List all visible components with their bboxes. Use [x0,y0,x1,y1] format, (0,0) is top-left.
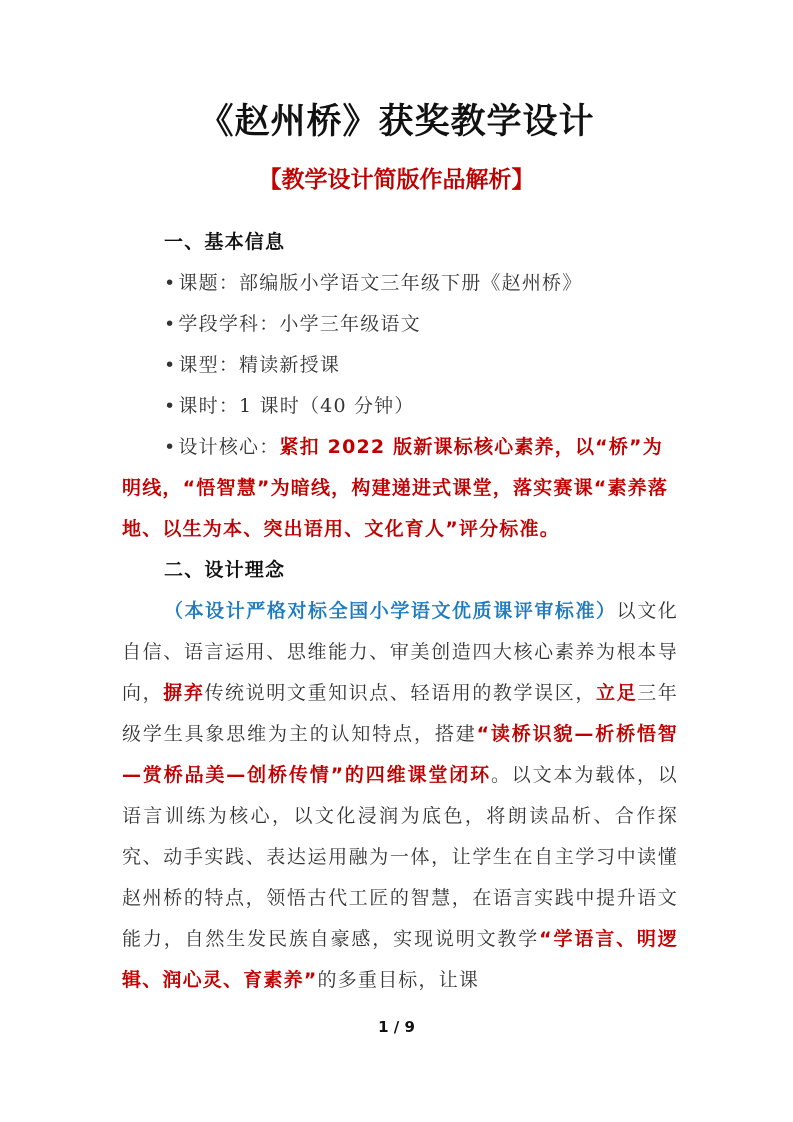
paragraph-text: 以文化自信、语言运用、思维能力、审美创造四大核心素养为根本导向， [122,600,678,704]
design-concept-paragraph [122,591,678,1001]
info-item-text: 课型：精读新授课 [178,354,341,376]
info-item-lesson-type [122,345,678,386]
document-title: 《赵州桥》获奖教学设计 [198,102,595,142]
bullet-icon: • [164,272,177,294]
emphasis-base: 立足 [595,682,638,704]
bullet-icon: • [164,436,177,458]
emphasis-four-dimension-loop: “读桥识貌—析桥悟智—赏桥品美—创桥传情”的四维课堂闭环 [122,723,678,786]
bullet-icon: • [164,395,177,417]
section-heading-design-concept: 二、设计理念 [164,559,286,581]
emphasis-goals: “学语言、明逻辑、润心灵、育素养” [122,928,678,991]
info-item-text: 课题：部编版小学语文三年级下册《赵州桥》 [178,272,583,294]
document-subtitle: 【教学设计简版作品解析】 [258,167,535,193]
paragraph-text: 三年级学生具象思维为主的认知特点，搭建 [122,682,678,745]
info-item-duration [122,386,678,427]
standard-note: （本设计严格对标全国小学语文优质课评审标准） [164,600,617,622]
section-heading-basic-info: 一、基本信息 [164,231,286,253]
info-item-topic [122,263,678,304]
design-core-label: 设计核心： [178,436,280,458]
document-body [122,222,678,1001]
design-core-text: 紧扣 2022 版新课标核心素养，以“桥”为明线，“悟智慧”为暗线，构建递进式课堂，落实赛课“素养落地、以生为本、突出语用、文化育人”评分标准。 [122,436,669,540]
bullet-icon: • [164,313,177,335]
paragraph-text: 的多重目标，让课 [317,969,480,991]
info-item-subject [122,304,678,345]
emphasis-abandon: 摒弃 [163,682,205,704]
bullet-icon: • [164,354,177,376]
paragraph-text: 。以文本为载体，以语言训练为核心，以文化浸润为底色，将朗读品析、合作探究、动手实践、表达运用融为一体，让学生在自主学习中读懂赵州桥的特点，领悟古代工匠的智慧，在语言实践中提升语文能力，自然生发民族自豪感，实现说明文教学 [122,764,678,950]
page-number: 1 / 9 [378,1018,415,1036]
paragraph-text: 传统说明文重知识点、轻语用的教学误区， [204,682,596,704]
info-item-text: 课时：1 课时（40 分钟） [178,395,415,417]
info-item-design-core [122,427,678,550]
info-item-text: 学段学科：小学三年级语文 [178,313,421,335]
